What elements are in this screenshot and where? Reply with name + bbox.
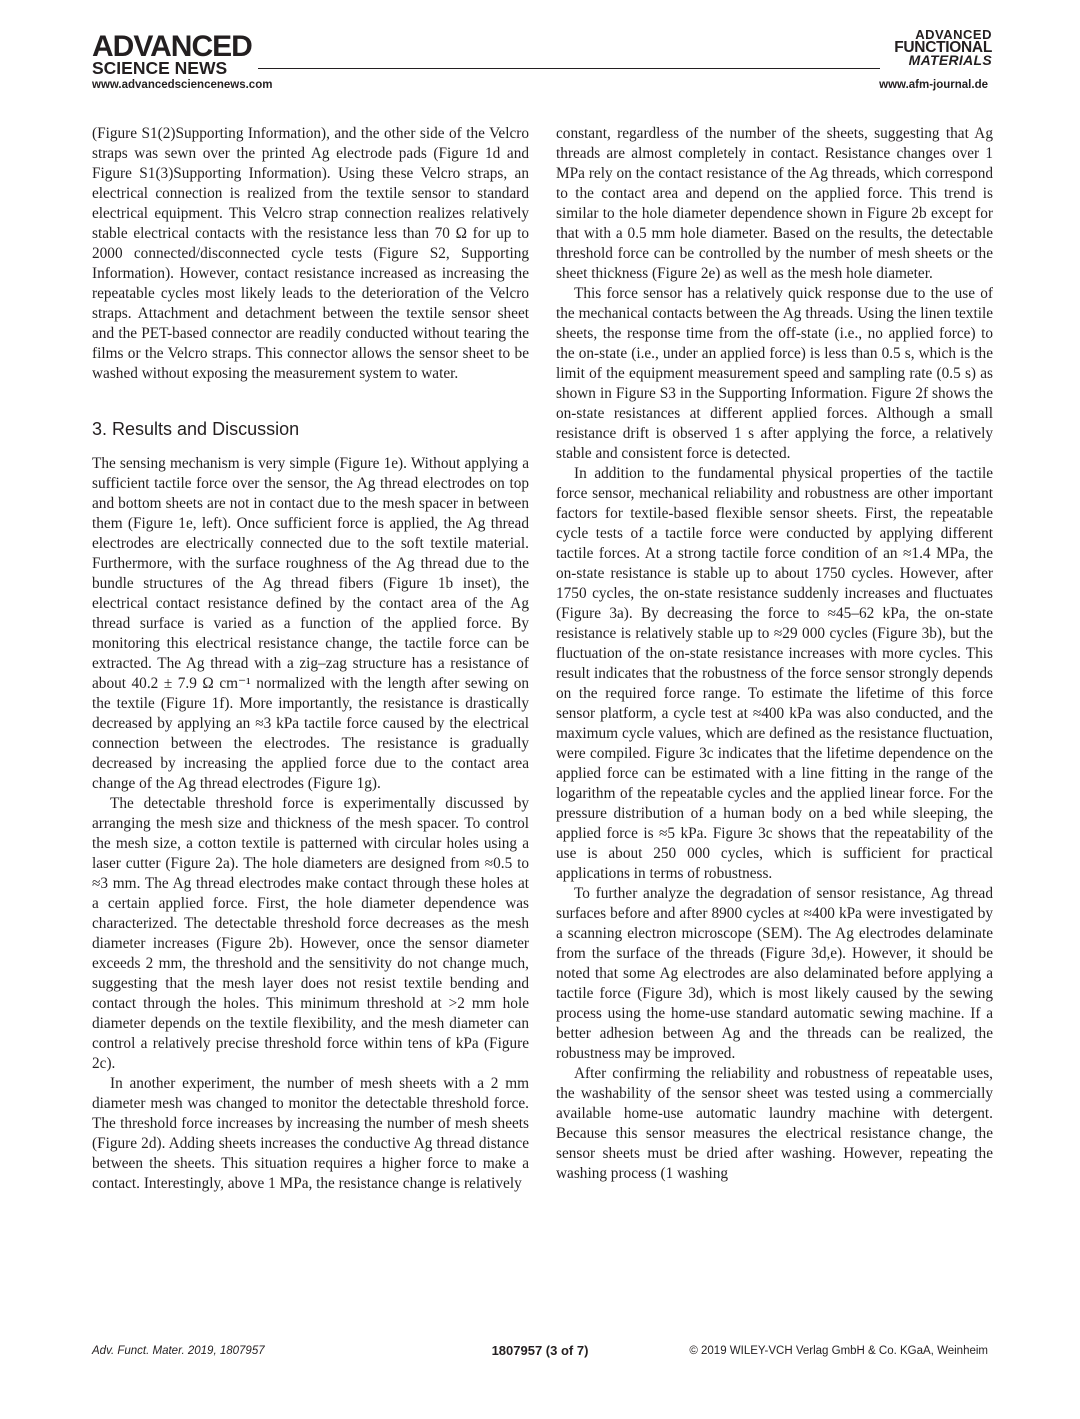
body-paragraph: This force sensor has a relatively quick response due to the use of the mechanical contacts between the Ag threads. Using the linen textile sheets, the response time from the off-state (i.e., no applied force) to the on-state (i.e., under an applied force) is less than 0.5 s, which is the limit of the equipment measurement speed and sampling rate (0.5 s) as shown in Figure S3 in the Supporting Information. Figure 2f shows the on-state resistances at different applied forces. Although a small resistance drift is observed 1 s after applying the force, a relatively stable and consistent force is detected. bbox=[556, 285, 993, 462]
body-paragraph: (Figure S1(2)Supporting Information), and the other side of the Velcro straps was sewn over the printed Ag electrode pads (Figure 1d and Figure S1(3)Supporting Information). Using these Velcro straps, an electrical connection is realized from the textile sensor to standard electrical equipment. This Velcro strap connection realizes relatively stable electrical contacts with the resistance less than 70 Ω for up to 2000 connected/disconnected cycle tests (Figure S2, Supporting Information). However, contact resistance increased as increasing the repeatable cycles most likely leads to the deterioration of the Velcro straps. Attachment and detachment between the textile sensor sheet and the PET-based connector are readily conducted without tearing the films or the Velcro straps. This connector allows the sensor sheet to be washed without exposing the measurement system to water. bbox=[92, 125, 529, 382]
right-column bbox=[556, 124, 993, 1184]
publisher-logo-line2: SCIENCE NEWS bbox=[92, 58, 228, 78]
header-rule bbox=[258, 68, 880, 69]
journal-logo bbox=[894, 28, 992, 67]
body-paragraph: The sensing mechanism is very simple (Figure 1e). Without applying a sufficient tactile force over the sensor, the Ag thread electrodes on top and bottom sheets are not in contact due to the mesh spacer in between them (Figure 1e, left). Once sufficient force is applied, the Ag thread electrodes are electrically connected due to the soft textile material. Furthermore, with the surface roughness of the Ag thread due to the bundle structures of the Ag thread fibers (Figure 1b inset), the electrical contact resistance defined by the contact area of the Ag thread surface is varied as a function of the applied force. By monitoring this electrical resistance change, the tactile force can be extracted. The Ag thread with a zig–zag structure has a resistance of about 40.2 ± 7.9 Ω cm⁻¹ normalized with the length after sewing on the textile (Figure 1f). More importantly, the resistance is drastically decreased by applying an ≈3 kPa tactile force caused by the electrical connection between the electrodes. The resistance is gradually decreased by increasing the applied force due to the contact area change of the Ag thread electrodes (Figure 1g). bbox=[92, 455, 529, 792]
body-paragraph: In another experiment, the number of mesh sheets with a 2 mm diameter mesh was changed to monitor the detectable threshold force. The threshold force increases by increasing the number of mesh sheets (Figure 2d). Adding sheets increases the conductive Ag thread distance between the sheets. This situation requires a higher force to make a contact. Interestingly, above 1 MPa, the resistance change is relatively bbox=[92, 1075, 529, 1192]
section-title: 3. Results and Discussion bbox=[92, 419, 300, 439]
footer-citation: Adv. Funct. Mater. 2019, 1807957 bbox=[92, 1345, 265, 1357]
publisher-logo bbox=[92, 30, 252, 78]
body-paragraph: The detectable threshold force is experimentally discussed by arranging the mesh size and thickness of the mesh spacer. To control the mesh size, a cotton textile is patterned with circular holes using a laser cutter (Figure 2a). The hole diameters are designed from ≈0.5 to ≈3 mm. The Ag thread electrodes make contact through these holes at a certain applied force. First, the hole diameter dependence was characterized. The detectable threshold force decreases as the mesh diameter increases (Figure 2b). However, once the sensor diameter exceeds 2 mm, the threshold and the sensitivity do not change much, suggesting that the mesh layer does not resist textile bending and contact through the holes. This minimum threshold at >2 mm hole diameter depends on the textile flexibility, and the mesh diameter can control a relatively precise threshold force within tens of kPa (Figure 2c). bbox=[92, 795, 529, 1072]
footer-page-number: 1807957 (3 of 7) bbox=[491, 1343, 589, 1358]
publisher-url[interactable]: www.advancedsciencenews.com bbox=[92, 79, 273, 91]
journal-logo-line1: ADVANCED bbox=[915, 27, 992, 42]
left-column bbox=[92, 124, 529, 1194]
journal-url[interactable]: www.afm-journal.de bbox=[879, 79, 988, 91]
body-paragraph: constant, regardless of the number of the sheets, suggesting that Ag threads are almost completely in contact. Resistance changes over 1 MPa rely on the contact resistance of the Ag threads, which correspond to the contact area and depend on the applied force. This trend is similar to the hole diameter dependence shown in Figure 2b except for that with a 0.5 mm hole diameter. Based on the results, the detectable threshold force can be controlled by the number of mesh sheets or the sheet thickness (Figure 2e) as well as the mesh hole diameter. bbox=[556, 125, 993, 282]
journal-logo-line2: FUNCTIONAL bbox=[894, 39, 992, 56]
body-paragraph: In addition to the fundamental physical properties of the tactile force sensor, mechanical reliability and robustness are other important factors for textile-based flexible sensor sheets. First, the repeatable cycle tests of a tactile force were conducted by applying different tactile forces. At a strong tactile force condition of an ≈1.4 MPa, the on-state resistance is stable up to about 1750 cycles. However, after 1750 cycles, the on-state resistance suddenly increases and fluctuates (Figure 3a). By decreasing the force to ≈45–62 kPa, the on-state resistance is relatively stable up to ≈29 000 cycles (Figure 3b), but the fluctuation of the on-state resistance increases with more cycles. This result indicates that the robustness of the force sensor strongly depends on the required force range. To estimate the lifetime of this force sensor platform, a cycle test at ≈400 kPa was also conducted, and the maximum cycle values, which are defined as the resistance fluctuation, were compiled. Figure 3c indicates that the lifetime dependence on the applied force can be estimated with a line fitting in the range of the logarithm of the repeatable cycles and the applied linear force. For the pressure distribution of a human body on a bed while sleeping, the applied force is ≈5 kPa. Figure 3c shows that the repeatability of the use is about 250 000 cycles, which is sufficient for practical applications in terms of robustness. bbox=[556, 465, 993, 882]
publisher-logo-line1: ADVANCED bbox=[92, 30, 252, 63]
journal-logo-line3: MATERIALS bbox=[908, 52, 992, 68]
body-paragraph: After confirming the reliability and robustness of repeatable uses, the washability of the sensor sheet was tested using a commercially available home-use automatic laundry machine with detergent. Because this sensor measures the electrical resistance change, the sensor sheets must be dried after washing. However, repeating the washing process (1 washing bbox=[556, 1065, 993, 1182]
footer-copyright: © 2019 WILEY-VCH Verlag GmbH & Co. KGaA, Weinheim bbox=[689, 1345, 988, 1357]
body-paragraph: To further analyze the degradation of sensor resistance, Ag thread surfaces before and after 8900 cycles at ≈400 kPa were investigated by a scanning electron microscope (SEM). The Ag electrodes delaminate from the surface of the threads (Figure 3d,e). However, it should be noted that some Ag electrodes are also delaminated before applying a tactile force (Figure 3d), which is most likely caused by the sewing process using the home-use standard automatic sewing machine. If a better adhesion between Ag and the threads can be realized, the robustness may be improved. bbox=[556, 885, 993, 1062]
